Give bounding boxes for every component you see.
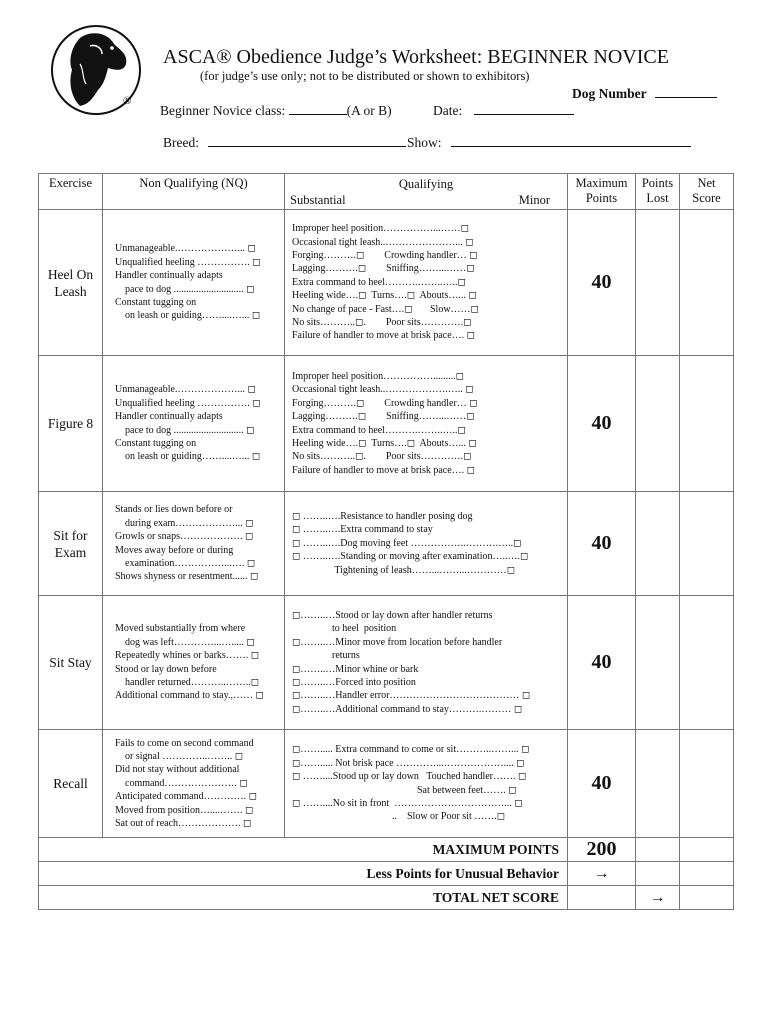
max-points: 40 bbox=[568, 210, 636, 356]
registered-mark: ® bbox=[123, 95, 132, 107]
exercise-name: Figure 8 bbox=[39, 356, 103, 492]
qualifying-checklist[interactable]: ◻……..... Extra command to come or sit………..……... ◻ ◻……..... Not brisk pace …………...……………….... ◻ ◻ ……....Stood up or lay down Touched handler……. ◻ Sat between feet……. ◻ ◻ ……....No sit in front ……………………………... ◻ .. Slow or Poor sit …….◻ bbox=[285, 730, 568, 838]
date-label: Date: bbox=[433, 103, 463, 118]
col-net-score: Net Score bbox=[680, 174, 734, 210]
nq-checklist[interactable]: Unmanageable.………………... ◻ Unqualified heeling ……………. ◻ Handler continually adapts pace to dog ............................ ◻ Constant tugging on on leash or guiding……....…... ◻ bbox=[103, 356, 285, 492]
exercise-row-heel-on-leash bbox=[39, 210, 734, 356]
breed-blank[interactable] bbox=[208, 134, 406, 147]
show-label: Show: bbox=[407, 135, 442, 150]
dog-number-blank[interactable] bbox=[655, 97, 717, 98]
exercise-row-sit-for-exam bbox=[39, 492, 734, 596]
maximum-points-label: MAXIMUM POINTS bbox=[39, 838, 568, 862]
net-score-cell[interactable] bbox=[680, 492, 734, 596]
minor-label: Minor bbox=[518, 193, 550, 207]
max-points: 40 bbox=[568, 492, 636, 596]
arrow-right-icon: → bbox=[636, 886, 680, 910]
class-blank[interactable] bbox=[289, 102, 347, 115]
points-lost-cell[interactable] bbox=[636, 356, 680, 492]
show-blank[interactable] bbox=[451, 134, 691, 147]
arrow-right-icon: → bbox=[568, 862, 636, 886]
empty-cell bbox=[568, 886, 636, 910]
col-points-lost: Points Lost bbox=[636, 174, 680, 210]
max-points: 40 bbox=[568, 730, 636, 838]
breed-label: Breed: bbox=[163, 135, 199, 150]
nq-checklist[interactable]: Stands or lies down before or during exam………………... ◻ Growls or snaps………………. ◻ Moves away before or during examination……………...…. ◻ Shows shyness or resentment...... ◻ bbox=[103, 492, 285, 596]
dog-number-field[interactable] bbox=[572, 86, 717, 102]
exercise-row-sit-stay bbox=[39, 596, 734, 730]
points-lost-cell[interactable] bbox=[636, 210, 680, 356]
col-nq: Non Qualifying (NQ) bbox=[103, 174, 285, 210]
exercise-row-recall bbox=[39, 730, 734, 838]
breed-field[interactable] bbox=[163, 134, 406, 151]
worksheet-title: ASCA® Obedience Judge’s Worksheet: BEGINNER NOVICE bbox=[163, 46, 669, 68]
net-score-cell[interactable] bbox=[680, 862, 734, 886]
class-label: Beginner Novice class: bbox=[160, 103, 286, 118]
total-net-score-label: TOTAL NET SCORE bbox=[39, 886, 568, 910]
exercise-name: Sit for Exam bbox=[39, 492, 103, 596]
substantial-label: Substantial bbox=[290, 193, 346, 207]
unusual-behavior-label: Less Points for Unusual Behavior bbox=[39, 862, 568, 886]
max-points: 40 bbox=[568, 596, 636, 730]
exercise-name: Sit Stay bbox=[39, 596, 103, 730]
show-field[interactable] bbox=[407, 134, 691, 151]
exercise-row-figure-8 bbox=[39, 356, 734, 492]
header-row bbox=[39, 174, 734, 210]
maximum-points-value: 200 bbox=[568, 838, 636, 862]
nq-checklist[interactable]: Unmanageable.………………... ◻ Unqualified heeling ……………. ◻ Handler continually adapts pace to dog ............................ ◻ Constant tugging on on leash or guiding……....…... ◻ bbox=[103, 210, 285, 356]
qualifying-checklist[interactable]: ◻……..…Stood or lay down after handler returns to heel position ◻……..…Minor move from location before handler returns ◻……..…Minor whine or bark ◻……..…Forced into position ◻……..…Handler error………………………………… ◻ ◻……..…Additional command to stay……….……… ◻ bbox=[285, 596, 568, 730]
maximum-points-row bbox=[39, 838, 734, 862]
max-points: 40 bbox=[568, 356, 636, 492]
nq-checklist[interactable]: Moved substantially from where dog was left…………...…..... ◻ Repeatedly whines or barks……. ◻ Stood or lay down before handler returned………..……..◻ Additional command to stay.,…… ◻ bbox=[103, 596, 285, 730]
net-score-cell[interactable] bbox=[680, 838, 734, 862]
qualifying-checklist[interactable]: Improper heel position……………...……◻ Occasional tight leash..…………………... ◻ Forging……….◻ Crowding handler… ◻ Lagging……….◻ Sniffing……...……◻ Extra command to heel……….……..…..◻ Heeling wide….◻ Turns….◻ Abouts…... ◻ No change of pace - Fast….◻ Slow……◻ No sits………..◻. Poor sits………….◻ Failure of handler to move at brisk pace…. ◻ bbox=[285, 210, 568, 356]
points-lost-cell[interactable] bbox=[636, 730, 680, 838]
worksheet-table bbox=[38, 173, 734, 910]
class-field[interactable] bbox=[160, 102, 392, 119]
col-maximum: Maximum Points bbox=[568, 174, 636, 210]
unusual-behavior-row bbox=[39, 862, 734, 886]
qualifying-checklist[interactable]: ◻ ……..….Resistance to handler posing dog ◻ ……..….Extra command to stay ◻ ……..….Dog moving feet ……………..……….…..◻ ◻ ……..….Standing or moving after examination…..….◻ Tightening of leash……...……...…………◻ bbox=[285, 492, 568, 596]
exercise-name: Heel On Leash bbox=[39, 210, 103, 356]
col-exercise: Exercise bbox=[39, 174, 103, 210]
points-lost-cell[interactable] bbox=[636, 862, 680, 886]
dog-number-label: Dog Number bbox=[572, 86, 647, 101]
date-field[interactable] bbox=[433, 102, 574, 119]
worksheet-subtitle: (for judge’s use only; not to be distributed or shown to exhibitors) bbox=[200, 69, 530, 83]
exercise-name: Recall bbox=[39, 730, 103, 838]
net-score-cell[interactable] bbox=[680, 596, 734, 730]
date-blank[interactable] bbox=[474, 102, 574, 115]
net-score-cell[interactable] bbox=[680, 730, 734, 838]
points-lost-cell[interactable] bbox=[636, 492, 680, 596]
points-lost-cell[interactable] bbox=[636, 838, 680, 862]
net-score-cell[interactable] bbox=[680, 356, 734, 492]
total-net-score-cell[interactable] bbox=[680, 886, 734, 910]
total-net-score-row bbox=[39, 886, 734, 910]
asca-logo bbox=[50, 24, 142, 116]
nq-checklist[interactable]: Fails to come on second command or signal …………..…….. ◻ Did not stay without additional command…………………. ◻ Anticipated command…………. ◻ Moved from position…....……. ◻ Sat out of reach………………. ◻ bbox=[103, 730, 285, 838]
points-lost-cell[interactable] bbox=[636, 596, 680, 730]
class-hint: (A or B) bbox=[346, 103, 392, 118]
qualifying-label: Qualifying bbox=[398, 177, 454, 191]
net-score-cell[interactable] bbox=[680, 210, 734, 356]
col-qualifying bbox=[285, 174, 568, 210]
qualifying-checklist[interactable]: Improper heel position…………….........◻ Occasional tight leash..……………….….. ◻ Forging……….◻ Crowding handler… ◻ Lagging……….◻ Sniffing……...……◻ Extra command to heel……….……..…..◻ Heeling wide….◻ Turns….◻ Abouts…... ◻ No sits………..◻. Poor sits………….◻ Failure of handler to move at brisk pace…. ◻ bbox=[285, 356, 568, 492]
